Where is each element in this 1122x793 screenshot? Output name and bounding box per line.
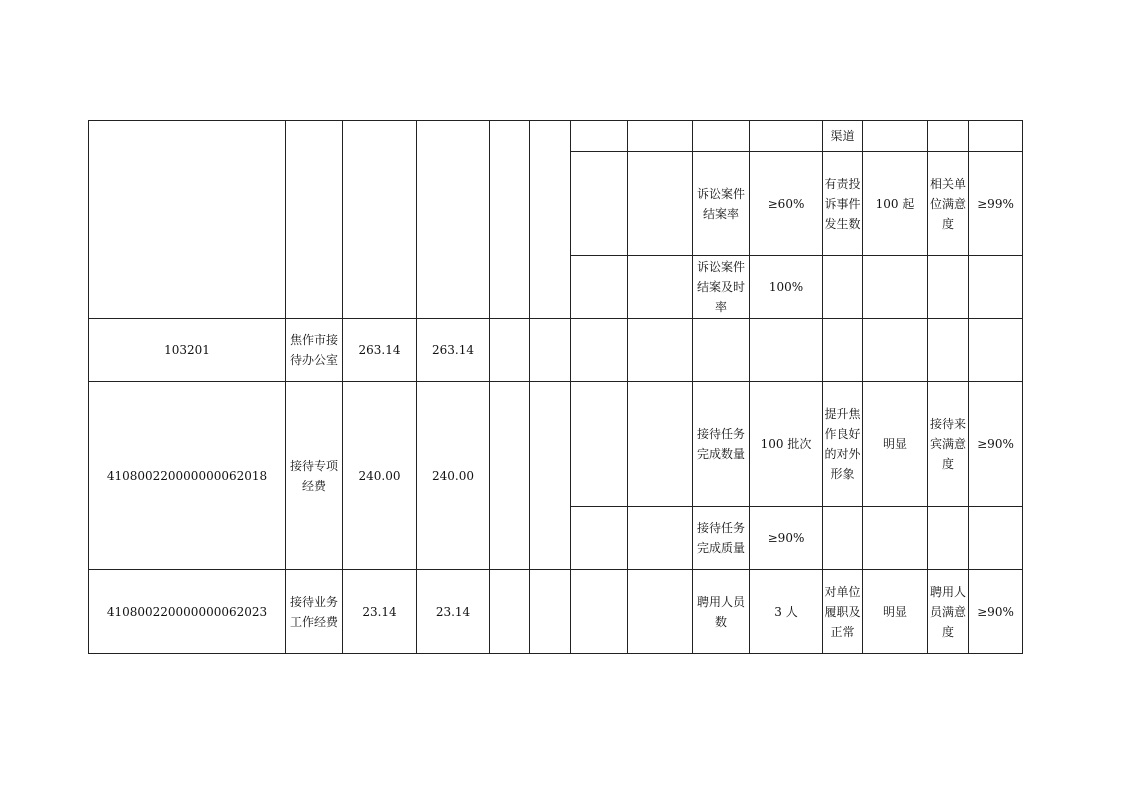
empty-cell (530, 570, 571, 654)
code-cell (89, 121, 286, 319)
amount-cell: 240.00 (417, 382, 490, 570)
unit-code-cell: 103201 (89, 319, 286, 382)
empty-cell (823, 507, 863, 570)
empty-cell (750, 319, 823, 382)
project-code-cell: 410800220000000062023 (89, 570, 286, 654)
empty-cell (571, 570, 628, 654)
empty-cell (628, 507, 693, 570)
output-indicator-cell: 接待任务完成质量 (693, 507, 750, 570)
unit-name-cell (286, 121, 343, 319)
amount-cell: 240.00 (343, 382, 417, 570)
table-row (89, 121, 1023, 152)
empty-cell (823, 256, 863, 319)
empty-cell (628, 256, 693, 319)
empty-cell (693, 121, 750, 152)
effect-value-cell: 明显 (863, 382, 928, 507)
table-row (89, 319, 1023, 382)
empty-cell (863, 121, 928, 152)
empty-cell (490, 382, 530, 570)
empty-cell (530, 319, 571, 382)
amount-cell (417, 121, 490, 319)
empty-cell (490, 570, 530, 654)
empty-cell (490, 319, 530, 382)
effect-value-cell: 100 起 (863, 152, 928, 256)
empty-cell (863, 319, 928, 382)
empty-cell (928, 121, 969, 152)
empty-cell (530, 121, 571, 319)
effect-indicator-cell: 渠道 (823, 121, 863, 152)
satisfaction-value-cell: ≥90% (969, 570, 1023, 654)
empty-cell (628, 570, 693, 654)
empty-cell (969, 121, 1023, 152)
empty-cell (863, 507, 928, 570)
empty-cell (628, 152, 693, 256)
empty-cell (969, 319, 1023, 382)
amount-cell: 23.14 (343, 570, 417, 654)
empty-cell (571, 319, 628, 382)
output-value-cell: 100 批次 (750, 382, 823, 507)
amount-cell: 263.14 (417, 319, 490, 382)
output-indicator-cell: 聘用人员数 (693, 570, 750, 654)
satisfaction-indicator-cell: 接待来宾满意度 (928, 382, 969, 507)
empty-cell (628, 121, 693, 152)
empty-cell (928, 319, 969, 382)
table-row (89, 570, 1023, 654)
budget-performance-table (88, 120, 1023, 654)
empty-cell (628, 319, 693, 382)
empty-cell (863, 256, 928, 319)
empty-cell (928, 256, 969, 319)
empty-cell (571, 152, 628, 256)
effect-indicator-cell: 对单位履职及正常 (823, 570, 863, 654)
satisfaction-indicator-cell: 聘用人员满意度 (928, 570, 969, 654)
table-row (89, 382, 1023, 507)
output-value-cell: ≥90% (750, 507, 823, 570)
satisfaction-indicator-cell: 相关单位满意度 (928, 152, 969, 256)
amount-cell (343, 121, 417, 319)
project-name-cell: 接待业务工作经费 (286, 570, 343, 654)
output-value-cell: 3 人 (750, 570, 823, 654)
empty-cell (693, 319, 750, 382)
empty-cell (628, 382, 693, 507)
empty-cell (928, 507, 969, 570)
empty-cell (969, 256, 1023, 319)
empty-cell (571, 382, 628, 507)
unit-name-cell: 焦作市接待办公室 (286, 319, 343, 382)
output-value-cell: ≥60% (750, 152, 823, 256)
empty-cell (823, 319, 863, 382)
empty-cell (530, 382, 571, 570)
output-indicator-cell: 诉讼案件结案及时率 (693, 256, 750, 319)
output-indicator-cell: 诉讼案件结案率 (693, 152, 750, 256)
satisfaction-value-cell: ≥90% (969, 382, 1023, 507)
amount-cell: 263.14 (343, 319, 417, 382)
empty-cell (490, 121, 530, 319)
effect-indicator-cell: 有责投诉事件发生数 (823, 152, 863, 256)
amount-cell: 23.14 (417, 570, 490, 654)
effect-indicator-cell: 提升焦作良好的对外形象 (823, 382, 863, 507)
satisfaction-value-cell: ≥99% (969, 152, 1023, 256)
empty-cell (969, 507, 1023, 570)
empty-cell (571, 256, 628, 319)
empty-cell (750, 121, 823, 152)
output-value-cell: 100% (750, 256, 823, 319)
empty-cell (571, 121, 628, 152)
empty-cell (571, 507, 628, 570)
effect-value-cell: 明显 (863, 570, 928, 654)
project-name-cell: 接待专项经费 (286, 382, 343, 570)
output-indicator-cell: 接待任务完成数量 (693, 382, 750, 507)
project-code-cell: 410800220000000062018 (89, 382, 286, 570)
